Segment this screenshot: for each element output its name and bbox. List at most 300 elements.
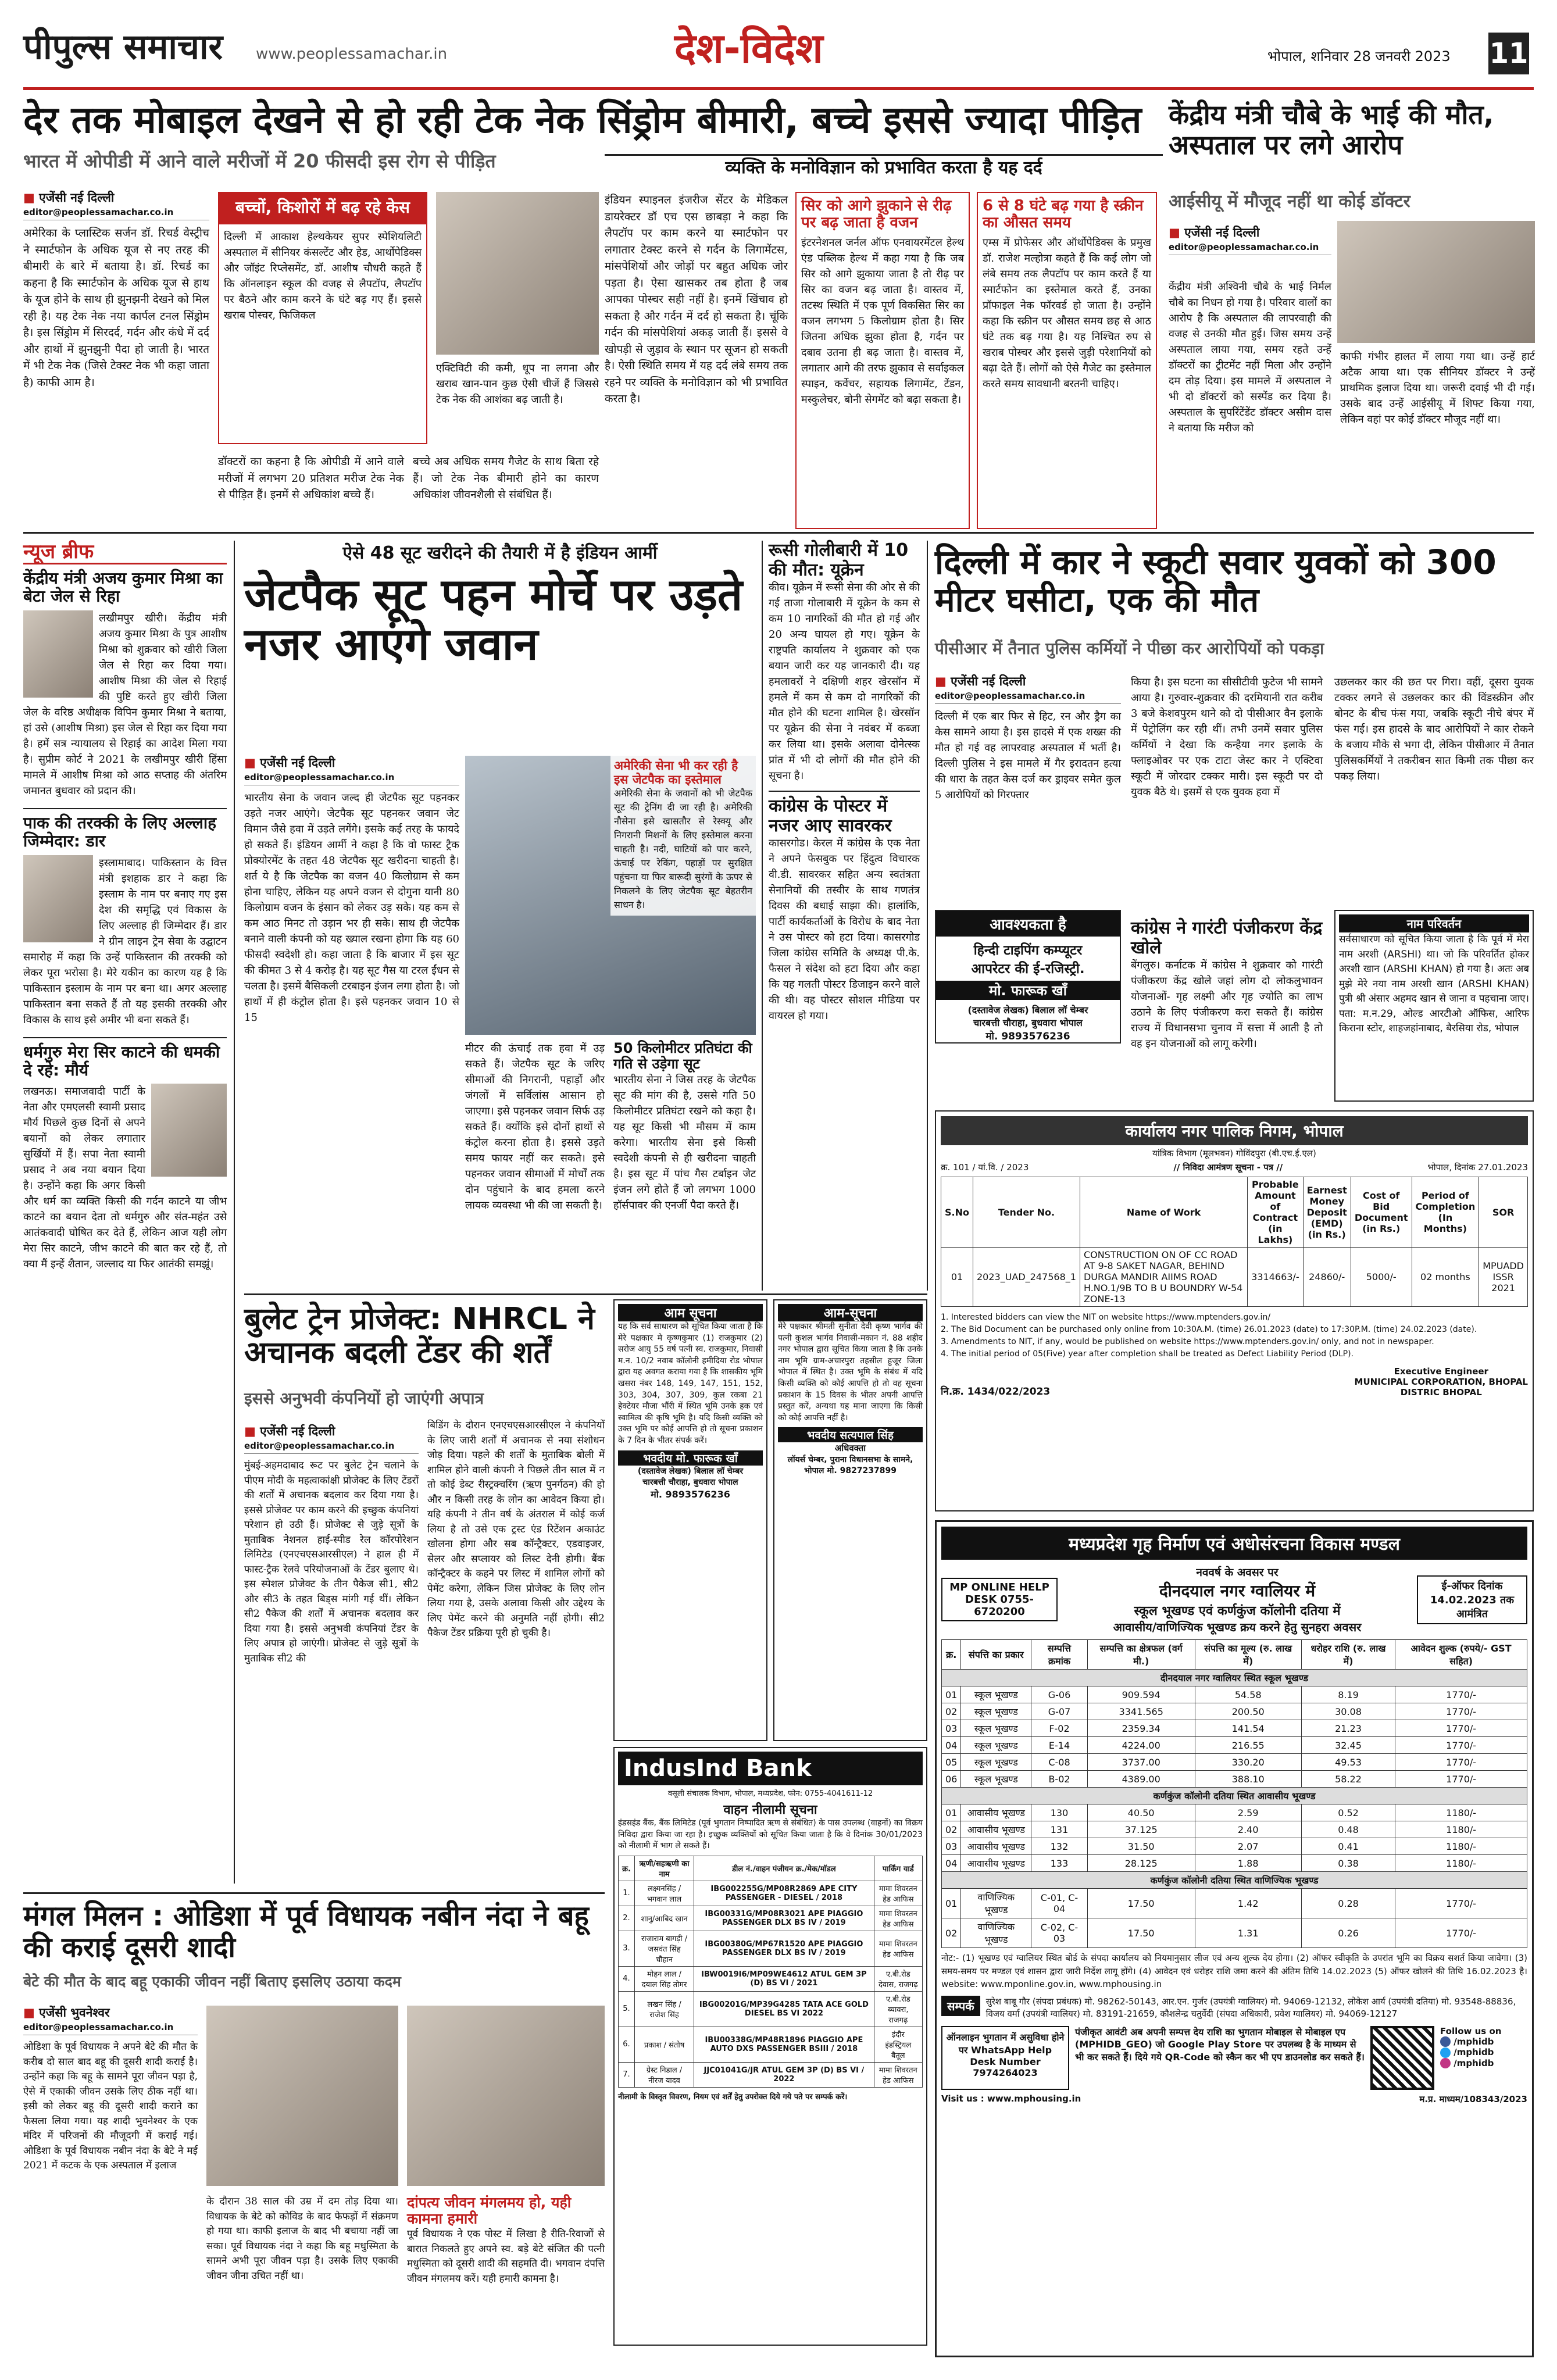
row-rule-3 — [23, 1892, 605, 1894]
tender-cell: 02 months — [1412, 1248, 1479, 1307]
mph-line1: नववर्ष के अवसर पर — [1196, 1566, 1279, 1579]
indusind-cell: लक्ष्मनसिंह / भगवान लाल — [634, 1881, 694, 1906]
mph-cell: आवासीय भूखण्ड — [961, 1838, 1031, 1855]
col-divider-b — [927, 541, 928, 1291]
table-row — [619, 1966, 923, 1991]
mph-visit[interactable]: Visit us : www.mphousing.in — [941, 2093, 1081, 2104]
table-row — [942, 1686, 1527, 1703]
lead-col3b: बच्चे अब अधिक समय गैजेट के साथ बिता रहे हैं। जो टेक नेक बीमारी होने का कारण अधिकांश जीवनशैली से संबंधित हैं। — [413, 455, 599, 501]
indusind-cell: IBG00380G/MP67R1520 APE PIAGGIO PASSENGER DLX BS IV / 2019 — [694, 1931, 874, 1966]
tender-note: 4. The initial period of 05(Five) year after completion shall be treated as Defect Liability Period (DLP). — [941, 1349, 1354, 1359]
table-row — [942, 1889, 1527, 1918]
mph-note: नोट:- (1) भूखण्ड एवं ग्वालियर स्थित बोर्ड के संपदा कार्यालय को नियमानुसार लीज एवं अन्य शुल्क देय होगा। (2) ऑफर स्वीकृति के उपरांत भूमि का विक्रय सशर्त किया जावेगा। (3) समय-समय पर मण्डल एवं शासन द्वारा जारी निर्देश लागू होंगे। (4) आवेदन एवं धरोहर राशि जमा करने की अंतिम तिथि 14.02.2023 (5) ऑफर खोलने की तिथि 16.02.2023 है। website: www.mponline.gov.in, www.mphousing.in — [941, 1953, 1527, 1989]
mph-cell: 04 — [942, 1737, 961, 1754]
mph-cell: 0.41 — [1301, 1838, 1395, 1855]
mph-cell: 01 — [942, 1804, 961, 1821]
table-row — [942, 1720, 1527, 1737]
indusind-th: ऋणी/सहऋणी का नाम — [634, 1856, 694, 1881]
kids-text-2: एक्टिविटी की कमी, धूप ना लगना और खराब खान-पान कुछ ऐसी चीजें हैं जिससे टेक नेक की आशंका बढ़ जाती है। — [436, 362, 599, 406]
indusind-title: वाहन नीलामी सूचना — [723, 1803, 817, 1817]
tender-ref-left: क्र. 101 / यां.वि. / 2023 — [941, 1162, 1029, 1173]
typist-addr2: चारबत्ती चौराहा, बुधवारा भोपाल — [973, 1017, 1083, 1028]
odisha-col2: के दौरान 38 साल की उम्र में दम तोड़ दिया था। विधायक के बेटे को कोविड के बाद फेफड़ों में संक्रमण हो गया था। काफी इलाज के बाद भी बचाया नहीं जा सका। पूर्व विधायक नंदा ने कहा कि बहू मधुस्मिता के सामने अभी पूरा जीवन पड़ा है। उसके लिए एकाकी जीवन जीना उचित नहीं था। — [206, 2196, 398, 2282]
mph-cell: 216.55 — [1195, 1737, 1301, 1754]
indusind-cell: 7. — [619, 2062, 635, 2087]
odisha-byline: एजेंसी भुवनेश्वर — [39, 2006, 110, 2020]
brief-item2-head: पाक की तरक्की के लिए अल्लाह जिम्मेदार: डार — [23, 808, 227, 850]
mph-cell: 2.07 — [1195, 1838, 1301, 1855]
indusind-footer: नीलामी के विस्तृत विवरण, नियम एवं शर्तें हेतु उपरोक्त दिये गये पते पर सम्पर्क करें। — [618, 2092, 848, 2102]
indusind-cell: शानु/आबिद खान — [634, 1906, 694, 1931]
wedding-photo-2 — [407, 2006, 605, 2186]
notice2-title: आम-सूचना — [778, 1304, 923, 1321]
table-row — [942, 1754, 1527, 1771]
indusind-cell: मोहन लाल / दयाल सिंह तोमर — [634, 1966, 694, 1991]
table-row — [942, 1804, 1527, 1821]
odisha-byline-block: ■ एजेंसी भुवनेश्वर editor@peoplessamachar.co.in ओडिशा के पूर्व विधायक ने अपने बेटे की मौत के करीब दो साल बाद बहू की दूसरी शादी कराई है। उन्होंने कहा कि बहू के सामने पूरा जीवन पड़ा है, ऐसे में एकाकी जीवन उसके लिए ठीक नहीं था। इसी को लेकर बहू की दूसरी शादी कराने का फैसला लिया गया। यह शादी भुवनेश्वर के एक मंदिर में परिजनों की मौजूदगी में कराई गई। ओडिशा के पूर्व विधायक नबीन नंदा के बेटे ने मई 2021 में कटक के एक अस्पताल में इलाज — [23, 2000, 198, 2174]
brief-item3-head: धर्मगुरु मेरा सिर काटने की धमकी दे रहे: मौर्य — [23, 1037, 227, 1080]
tender-ref: नि.क्र. 1434/022/2023 — [941, 1386, 1051, 1398]
col-divider-a — [762, 541, 763, 1291]
karnataka-headline: कांग्रेस ने गारंटी पंजीकरण केंद्र खोले — [1131, 918, 1323, 958]
mph-cell: आवासीय भूखण्ड — [961, 1855, 1031, 1872]
indusind-intro: इंडसइंड बैंक, बैंक लिमिटेड (पूर्व भुगतान निष्पादित ऋण से संबंधित) के पास उपलब्ध (वाहनों) का विक्रय निविदा द्वारा किया जा रहा है। इच्छुक व्यक्तियों को सूचित किया जाता है कि वे दिनांक 30/01/2023 को नीलामी में भाग ले सकते हैं। — [618, 1818, 923, 1851]
mph-cell: 2.40 — [1195, 1821, 1301, 1838]
tender-ref-mid: // निविदा आमंत्रण सूचना - पत्र // — [1173, 1162, 1283, 1173]
minister-email[interactable]: editor@peoplessamachar.co.in — [1169, 242, 1331, 255]
mph-cell: F-02 — [1031, 1720, 1088, 1737]
mph-cell: 03 — [942, 1720, 961, 1737]
tender-note: 1. Interested bidders can view the NIT on website https://www.mptenders.gov.in/ — [941, 1313, 1271, 1322]
mph-cell: स्कूल भूखण्ड — [961, 1686, 1031, 1703]
mph-th: क्र. — [942, 1640, 961, 1670]
mph-cell: स्कूल भूखण्ड — [961, 1754, 1031, 1771]
indusind-cell: लखन सिंह / राजेश सिंह — [634, 1991, 694, 2027]
speed-text: भारतीय सेना ने जिस तरह के जेटपैक सूट की मांग की है, उससे गति 50 किलोमीटर प्रतिघंटा रखने को कहा है। यह सूट किसी भी मौसम में काम करेगा। भारतीय सेना इसे किसी स्वदेशी कंपनी से ही खरीदना चाहती है। इस सूट में पांच गैस टर्बाइन जेट इंजन लगे होते हैं जो लगभग 1000 हॉर्सपावर की एनर्जी पैदा करते हैं। — [613, 1073, 756, 1212]
tender-table — [941, 1177, 1528, 1307]
brief-item1-head: केंद्रीय मंत्री अजय कुमार मिश्रा का बेटा जेल से रिहा — [23, 569, 223, 606]
lead-col2b: डॉक्टरों का कहना है कि ओपीडी में आने वाले मरीजों में लगभग 20 प्रतिशत मरीज टेक नेक से पीड़ित हैं। इनमें से अधिकांश बच्चे हैं। — [218, 455, 404, 501]
mph-cell: 3737.00 — [1087, 1754, 1195, 1771]
typist-line2: आपरेटर की ई-रजिस्ट्री. — [971, 962, 1085, 977]
delhi-subhead: पीसीआर में तैनात पुलिस कर्मियों ने पीछा कर आरोपियों को पकड़ा — [935, 639, 1324, 658]
us-army-box — [610, 756, 756, 916]
delhi-byline: एजेंसी नई दिल्ली — [951, 674, 1026, 688]
mph-cell: स्कूल भूखण्ड — [961, 1771, 1031, 1788]
tender-cell: 3314663/- — [1248, 1248, 1303, 1307]
mph-cell: 3341.565 — [1087, 1703, 1195, 1720]
mph-cell: G-07 — [1031, 1703, 1088, 1720]
mph-cell: 49.53 — [1301, 1754, 1395, 1771]
mph-section-head: कर्णकुंज कॉलोनी दतिया स्थित आवासीय भूखण्ड — [942, 1788, 1527, 1804]
indusind-auction — [613, 1747, 927, 2346]
mph-cell: 03 — [942, 1838, 961, 1855]
mph-cell: 1770/- — [1395, 1703, 1527, 1720]
brief-item1-text: लखीमपुर खीरी। केंद्रीय मंत्री अजय कुमार मिश्रा के पुत्र आशीष मिश्रा को शुक्रवार को खीरी जिला जेल से रिहा कर दिया गया। आशीष मिश्रा की जेल से रिहाई की पुष्टि करते हुए खीरी जिला जेल के वरिष्ठ अधीक्षक विपिन कुमार मिश्रा ने बताया, हां उसे (आशीष मिश्रा) इस जेल से रिहा कर दिया गया है। हमें सत्र न्यायालय से रिहाई का आदेश मिला गया है। सुप्रीम कोर्ट ने 2021 के लखीमपुर खीरी हिंसा मामले में आशीष मिश्रा को आठ सप्ताह की अंतरिम जमानत बुधवार को प्रदान की। — [23, 612, 227, 797]
hours-head: 6 से 8 घंटे बढ़ गया है स्क्रीन का औसत समय — [983, 197, 1144, 232]
bullet-col1: मुंबई-अहमदाबाद रूट पर बुलेट ट्रेन चलाने के पीएम मोदी के महत्वाकांक्षी प्रोजेक्ट के लिए टेंडरों की शर्तों में अचानक बदलाव कर दिया गया है। इससे प्रोजेक्ट पर काम करने की इच्छुक कंपनियां परेशान हो उठी हैं। प्रोजेक्ट से जुड़े सूत्रों के मुताबिक नेशनल हाई-स्पीड रेल कॉरपोरेशन लिमिटेड (एनएचएसआरसीएल) ने हाल ही में फास्ट-ट्रैक रेलवे परियोजनाओं के टेंडर बुलाए थे। इस स्पेशल प्रोजेक्ट के तीन पैकेज सी1, सी2 और सी3 के तहत बिड्स मांगी गई थीं। लेकिन सी2 पैकेज की शर्तों में अचानक बदलाव कर दिया गया है। इससे अनुभवी कंपनियां टेंडर के लिए अपात्र हो जाएंगी। प्रोजेक्ट से जुड़े सूत्रों के मुताबिक सी2 की — [244, 1460, 419, 1664]
delhi-email[interactable]: editor@peoplessamachar.co.in — [935, 691, 1121, 704]
mph-cell: 1770/- — [1395, 1918, 1527, 1948]
tender-sign-role: Executive Engineer — [1394, 1366, 1488, 1377]
table-row — [942, 1737, 1527, 1754]
notice1-addr1: (दस्तावेज लेखक) बिलाल लॉ चेम्बर — [637, 1466, 744, 1476]
mph-eoffer: ई-ऑफर दिनांक 14.02.2023 तक आमंत्रित — [1417, 1575, 1527, 1624]
mph-line3: स्कूल भूखण्ड एवं कर्णकुंज कॉलोनी दतिया में — [1134, 1604, 1341, 1618]
masthead — [0, 0, 1557, 99]
army-byline-block: ■ एजेंसी नई दिल्ली editor@peoplessamachar.co.in भारतीय सेना के जवान जल्द ही जेटपैक सूट पहनकर उड़ते नजर आएंगे। जेटपैक सूट पहनकर जवान जेट विमान जैसे हवा में उड़ते लगेंगे। इसके कई तरह के फायदे हो सकते हैं। इंडियन आर्मी ने कहा है कि वो फास्ट ट्रैक प्रोक्योरमेंट के तहत 48 जेटपैक सूट खरीदना चाहती है। शर्त ये है कि जेटपैक का वजन 40 किलोग्राम से कम होना चाहिए, लेकिन यह अपने वजन से दोगुना यानी 80 किलोग्राम वजन के इंसान को लेकर उड़ सके। यह कम से कम आठ मिनट तो उड़ान भर ही सके। साथ ही जेटपैक बनाने वाली कंपनी को यह ख्याल रखना होगा कि यह 60 फीसदी स्वदेशी हो। कहा जाता है कि बाजार में इस सूट की कीमत 3 से 4 करोड़ है। यह सूट गैस या टरल ईंधन से चलता है। इसमें बैसिकली टरबाइन इंजन लगा होता है। जो हाथों में ही कंट्रोल होता है। इसे पहनकर जवान 10 से 15 — [244, 750, 459, 1025]
indusind-cell: IBW0019I6/MP09WE4612 ATUL GEM 3P (D) BS VI / 2021 — [694, 1966, 874, 1991]
kids-box-head: बच्चों, किशोरों में बढ़ रहे केस — [218, 192, 427, 223]
mph-th: सम्पत्ति क्रमांक — [1031, 1640, 1088, 1670]
mph-cell: 1770/- — [1395, 1686, 1527, 1703]
mph-title: मध्यप्रदेश गृह निर्माण एवं अधोसंरचना विकास मण्डल — [941, 1527, 1527, 1560]
mph-cell: 200.50 — [1195, 1703, 1301, 1720]
facebook-icon — [1440, 2036, 1451, 2047]
facebook-handle: /mphidb — [1454, 2036, 1494, 2047]
tender-th: Name of Work — [1080, 1177, 1247, 1248]
mph-th: सम्पत्ति का क्षेत्रफल (वर्ग मी.) — [1087, 1640, 1195, 1670]
indusind-cell: 1. — [619, 1881, 635, 1906]
hours-text: एम्स में प्रोफेसर और ऑर्थोपेडिक्स के प्रमुख डॉ. राजेश मल्होत्रा कहते हैं कि कई लोग जो लंबे समय तक लैपटॉप पर काम करते हैं या स्मार्टफोन का इस्तेमाल करते हैं, उनका प्रॉफाइल नेक फॉरवर्ड हो जाता है। उन्होंने कहा कि स्क्रीन पर औसत समय छह से आठ घंटे तक बढ़ गया है। यह निश्चित रुप से खराब पोस्चर और इससे जुड़ी परेशानियों को बढ़ा देते हैं। लोगों को ऐसे गैजेट का इस्तेमाल करते समय सावधानी बरतनी चाहिए। — [983, 237, 1151, 391]
indusind-cell: JJC01041G/JR ATUL GEM 3P (D) BS VI / 2022 — [694, 2062, 874, 2087]
tender-th: Cost of Bid Document (in Rs.) — [1351, 1177, 1412, 1248]
tender-cell: CONSTRUCTION ON OF CC ROAD AT 9-8 SAKET NAGAR, BEHIND DURGA MANDIR AIIMS ROAD H.NO.1/9B TO B U BOUNDRY W-54 ZONE-13 — [1080, 1248, 1247, 1307]
notice1-advocate: भवदीय मो. फारूक खाँ — [618, 1450, 763, 1466]
indusind-th: क्र. — [619, 1856, 635, 1881]
typist-name: मो. फारूक खाँ — [936, 981, 1120, 1000]
mph-cell: 40.50 — [1087, 1804, 1195, 1821]
table-row — [941, 1248, 1528, 1307]
odisha-box — [407, 2195, 605, 2286]
notice2-title2: अधिवक्ता — [834, 1443, 866, 1454]
indusind-cell: 2. — [619, 1906, 635, 1931]
tender-cell: 5000/- — [1351, 1248, 1412, 1307]
mph-cell: 04 — [942, 1855, 961, 1872]
news-brief — [23, 541, 227, 1884]
indusind-logo: IndusInd Bank — [624, 1755, 812, 1782]
army-kicker: ऐसे 48 सूट खरीदने की तैयारी में है इंडियन आर्मी — [342, 543, 658, 563]
army-headline: जेटपैक सूट पहन मोर्चे पर उड़ते नजर आएंगे जवान — [244, 569, 743, 670]
delhi-headline: दिल्ली में कार ने स्कूटी सवार युवकों को 300 मीटर घसीटा, एक की मौत — [935, 542, 1497, 620]
lead-email[interactable]: editor@peoplessamachar.co.in — [23, 207, 209, 220]
row-rule-1 — [23, 532, 1534, 534]
mph-cell: 01 — [942, 1889, 961, 1918]
mph-cell: 1180/- — [1395, 1804, 1527, 1821]
minister-subhead: आईसीयू में मौजूद नहीं था कोई डॉक्टर — [1169, 191, 1410, 212]
twitter-link[interactable] — [1440, 2047, 1527, 2058]
table-row — [619, 2027, 923, 2062]
odisha-box-text: पूर्व विधायक ने एक पोस्ट में लिखा है रीति-रिवाजों से बारात निकलते हुए अपने स्व. बड़े बेटे संजित की पत्नी मधुस्मिता को दूसरी शादी की सहमति दी। भगवान दंपत्ति जीवन मंगलमय करें। यही हमारी कामना है। — [407, 2228, 605, 2285]
mph-th: धरोहर राशि (रु. लाख में) — [1301, 1640, 1395, 1670]
tender-th: Period of Completion (In Months) — [1412, 1177, 1479, 1248]
lead-byline-block: ■ एजेंसी नई दिल्ली editor@peoplessamachar.co.in अमेरिका के प्लास्टिक सर्जन डॉ. रिचर्ड वेस्ट्रीच ने स्मार्टफोन के अधिक यूज से नए तरह की बीमारी के बारे में बताया है। डॉ. रिचर्ड का कहना है कि स्मार्टफोन के अधिक यूज से हाथ के यूज होने के साथ ही झुनझनी देखने को मिल रही है। यह टेक नेक नया कार्पल टनल सिंड्रोम है। इस सिंड्रोम में सिरदर्द, गर्दन और कंधे में दर्द और हाथों में झुनझुनी पैदा हो जाती है। भारत में भी टेक नेक (जिसे टेक्स्ट नेक भी कहा जाता है) काफी आम है। — [23, 185, 209, 391]
notice2-addr: लॉयर्स चेम्बर, पुराना विधानसभा के सामने, भोपाल मो. 9827237899 — [787, 1455, 913, 1476]
table-row — [942, 1703, 1527, 1720]
spine-head: सिर को आगे झुकाने से रीढ़ पर बढ़ जाता है वजन — [801, 197, 952, 232]
congress-text: कासरगोड। केरल में कांग्रेस के एक नेता ने अपने फेसबुक पर हिंदुत्व विचारक वी.डी. सावरकर सहित अन्य स्वतंत्रता सेनानियों की तस्वीर के साथ गणतंत्र दिवस की बधाई साझा की। हालांकि, पार्टी कार्यकर्ताओं के विरोध के बाद नेता ने उस पोस्टर को हटा दिया। कासरगोड जिला कांग्रेस समिति के अध्यक्ष पी.के. फैसल ने संदेश को हटा दिया और कहा कि यह गलती पोस्टर डिजाइन करने वाले की थी। वह पोस्टर सोशल मीडिया पर वायरल हो गया। — [769, 837, 920, 1023]
typist-ad[interactable] — [935, 910, 1121, 1044]
mph-cell: 0.48 — [1301, 1821, 1395, 1838]
qr-code[interactable] — [1370, 2026, 1434, 2090]
army-col2: मीटर की ऊंचाई तक हवा में उड़ सकते हैं। जेटपैक सूट के जरिए सीमाओं की निगरानी, पहाड़ों और जंगलों में सर्विलांस आसान हो जाएगा। इसे पहनकर जवान सिर्फ उड़ सकते हैं। क्योंकि इसे दोनों हाथों से कंट्रोल करना होता है। इससे उड़ते समय फायर नहीं कर सकते। इसे पहनकर जवान सीमाओं में मोर्चों तक दोन पहुंचाने के बाद हमला करने लायक व्यवस्था भी की जा सकती है। — [465, 1042, 605, 1212]
mph-contact: सुरेश बाबू गौर (संपदा प्रबंधक) मो. 98262-50143, आर.एन. गुर्जर (उपयंत्री ग्वालियर) मो. 94069-12132, लोकेश आर्य (उपयंत्री दतिया) मो. 93548-88836, विजय वर्मा (उपयंत्री ग्वालियर) मो. 83191-21659, कौशलेन्द्र चतुर्वेदी (संपदा अधिकारी, प्रवेश ग्वालियर) मो. 94069-12127 — [985, 1996, 1516, 2019]
speed-head: 50 किलोमीटर प्रतिघंटा की गति से उड़ेगा सूट — [613, 1040, 752, 1072]
mp-housing-ad — [935, 1520, 1534, 2357]
indusind-cell: IBG00331G/MP08R3021 APE PIAGGIO PASSENGER DLX BS IV / 2019 — [694, 1906, 874, 1931]
notice2-text: मेरे पक्षकार श्रीमती सुनीता देवी कृष्ण भार्गव की पत्नी कुशल भार्गव निवासी-मकान नं. 88 शहीद नगर भोपाल द्वारा सूचित किया जाता है कि उनके नाम भूमि ग्राम-अचारपुरा तहसील हुजूर जिला भोपाल में स्थित है। उक्त भूमि के संबंध में यदि किसी व्यक्ति को कोई आपत्ति हो तो वह सूचना प्रकाशन के 15 दिवस के भीतर अपनी आपत्ति प्रस्तुत करें, अन्यथा यह माना जाएगा कि किसी को कोई आपत्ति नहीं है। — [778, 1322, 923, 1423]
indusind-cell: मामा शिवरतन हेड आफिस — [874, 1931, 922, 1966]
us-army-text: अमेरिकी सेना के जवानों को भी जेटपैक सूट की ट्रेनिंग दी जा रही है। अमेरिकी नौसेना इसे खासतौर से रेस्क्यू और निगरानी मिशनों के लिए इस्तेमाल करना चाहती है। नदी, घाटियों को पार करने, ऊंचाई पर रेकिंग, पहाड़ों पर सुरक्षित पहुंचना या फिर बारूदी सुरंगों के ऊपर से निकलने के लिए जेटपैक सूट बेहतरीन साधन है। — [614, 788, 752, 911]
mph-cell: B-02 — [1031, 1771, 1088, 1788]
table-row — [942, 1918, 1527, 1948]
mph-cell: 133 — [1031, 1855, 1088, 1872]
typist-line1: हिन्दी टाइपिंग कम्प्यूटर — [973, 943, 1083, 958]
minister-byline: एजेंसी नई दिल्ली — [1184, 226, 1260, 240]
tender-cell: 01 — [941, 1248, 973, 1307]
bullet-byline-block: ■ एजेंसी नई दिल्ली editor@peoplessamachar.co.in मुंबई-अहमदाबाद रूट पर बुलेट ट्रेन चलाने के पीएम मोदी के महत्वाकांक्षी प्रोजेक्ट के लिए टेंडरों की शर्तों में अचानक बदलाव कर दिया गया है। इससे प्रोजेक्ट पर काम करने की इच्छुक कंपनियां परेशान हो उठी हैं। प्रोजेक्ट से जुड़े सूत्रों के मुताबिक नेशनल हाई-स्पीड रेल कॉरपोरेशन लिमिटेड (एनएचएसआरसीएल) ने हाल ही में फास्ट-ट्रैक रेलवे परियोजनाओं के टेंडर बुलाए थे। इस स्पेशल प्रोजेक्ट के तीन पैकेज सी1, सी2 और सी3 के तहत बिड्स मांगी गई थीं। लेकिन सी2 पैकेज की शर्तों में अचानक बदलाव कर दिया गया है। इससे अनुभवी कंपनियां टेंडर के लिए अपात्र हो जाएंगी। प्रोजेक्ट से जुड़े सूत्रों के मुताबिक सी2 की — [244, 1418, 419, 1666]
mph-cell: 1180/- — [1395, 1838, 1527, 1855]
speed-box — [613, 1041, 756, 1213]
mph-cell: 1.42 — [1195, 1889, 1301, 1918]
tender-cell: MPUADD ISSR 2021 — [1479, 1248, 1528, 1307]
instagram-handle: /mphidb — [1454, 2057, 1494, 2068]
site-url[interactable]: www.peoplessamachar.in — [256, 45, 448, 63]
tender-subtitle: यांत्रिक विभाग (मूलभवन) गोविंदपुरा (बी.एच.ई.एल) — [1152, 1148, 1316, 1159]
table-row — [619, 2062, 923, 2087]
kids-box — [218, 223, 427, 444]
mph-th: संपत्ति का मूल्य (रु. लाख में) — [1195, 1640, 1301, 1670]
notice1-title: आम सूचना — [618, 1304, 763, 1321]
karnataka-story — [1131, 919, 1323, 1052]
indusind-cell: ए.बी.रोड देवास, राजगढ़ — [874, 1966, 922, 1991]
table-row — [619, 1906, 923, 1931]
typist-addr1: (दस्तावेज लेखक) बिलाल लॉ चेम्बर — [967, 1005, 1088, 1016]
mph-th: संपत्ति का प्रकार — [961, 1640, 1031, 1670]
mph-cell: 0.26 — [1301, 1918, 1395, 1948]
row-rule-2 — [244, 1293, 927, 1295]
table-row — [942, 1821, 1527, 1838]
mph-cell: C-02, C-03 — [1031, 1918, 1088, 1948]
page-number: 11 — [1488, 33, 1529, 74]
mph-th: आवेदन शुल्क (रुपये/- GST सहित) — [1395, 1640, 1527, 1670]
table-row — [942, 1855, 1527, 1872]
indusind-office: वसूली संचालक विभाग, भोपाल, मध्यप्रदेश, फोन: 0755-4041611-12 — [667, 1789, 873, 1798]
mph-cell: 0.28 — [1301, 1889, 1395, 1918]
notice1-phone: मो. 9893576236 — [651, 1488, 730, 1500]
indusind-th: पार्किंग यार्ड — [874, 1856, 922, 1881]
indusind-cell: इंदौर इंडस्ट्रियल बैतूल — [874, 2027, 922, 2062]
mph-section-head: दीनदयाल नगर ग्वालियर स्थित स्कूल भूखण्ड — [942, 1670, 1527, 1686]
mph-cell: 02 — [942, 1821, 961, 1838]
tender-note: 2. The Bid Document can be purchased only online from 10:30A.M. (time) 26.01.2023 (date) to 17:30P.M. (time) 24.02.2023 (date). — [941, 1325, 1477, 1334]
mph-cell: 17.50 — [1087, 1918, 1195, 1948]
public-notice-1 — [613, 1299, 767, 1741]
choubey-photo — [1337, 221, 1535, 343]
indusind-cell: मामा शिवरतन हेड आफिस — [874, 1906, 922, 1931]
mph-ref: म.प्र. माध्यम/108343/2023 — [1419, 2093, 1527, 2104]
spine-text: इंटरनेशनल जर्नल ऑफ एनवायरमेंटल हेल्थ एंड पब्लिक हेल्थ में कहा गया है कि जब सिर को आगे झुकाया जाता है तो रीढ़ पर सिर का वजन बढ़ जाता है। वास्तव में, तटस्थ स्थिति में एक पूर्ण विकसित सिर का वजन लगभग 5 किलोग्राम होता है। सिर जितना अधिक झुका होता है, गर्दन पर दबाव उतना ही बढ़ जाता है। वास्तव में, लगातार आगे की तरफ झुकाव से सर्वाइकल स्पाइन, कर्वेचर, सहायक लिगामेंट, टेंडन, मस्कुलेचर, बोनी सेगमेंट को बढ़ा सकता है। — [801, 237, 964, 406]
brief-label: न्यूज ब्रीफ — [23, 541, 227, 564]
lead-col1: अमेरिका के प्लास्टिक सर्जन डॉ. रिचर्ड वेस्ट्रीच ने स्मार्टफोन के अधिक यूज से नए तरह की बीमारी के बारे में बताया है। डॉ. रिचर्ड का कहना है कि स्मार्टफोन के अधिक यूज से हाथ के यूज होने के साथ ही झुनझनी देखने को मिल रही है। यह टेक नेक नया कार्पल टनल सिंड्रोम है। इस सिंड्रोम में सिरदर्द, गर्दन और कंधे में दर्द और हाथों में झुनझुनी पैदा हो जाती है। भारत में भी टेक नेक (जिसे टेक्स्ट नेक भी कहा जाता है) काफी आम है। — [23, 227, 209, 389]
neck-pain-photo — [436, 192, 599, 355]
mph-cell: 1770/- — [1395, 1889, 1527, 1918]
mph-cell: 8.19 — [1301, 1686, 1395, 1703]
indusind-cell: मामा शिवरतन हेड आफिस — [874, 1881, 922, 1906]
tender-sign-org: MUNICIPAL CORPORATION, BHOPAL — [1354, 1377, 1528, 1387]
mph-cell: 0.38 — [1301, 1855, 1395, 1872]
mph-cell: 1770/- — [1395, 1720, 1527, 1737]
tender-th: SOR — [1479, 1177, 1528, 1248]
mph-cell: 1.31 — [1195, 1918, 1301, 1948]
indusind-cell: 5. — [619, 1991, 635, 2027]
mph-cell: 131 — [1031, 1821, 1088, 1838]
mph-cell: वाणिज्यिक भूखण्ड — [961, 1918, 1031, 1948]
paper-logo: पीपुल्स समाचार — [23, 27, 223, 67]
mph-cell: 1770/- — [1395, 1737, 1527, 1754]
mph-cell: 37.125 — [1087, 1821, 1195, 1838]
notice1-addr2: चारबत्ती चौराहा, बुधवारा भोपाल — [642, 1477, 738, 1487]
mph-cell: E-14 — [1031, 1737, 1088, 1754]
minister-col2: काफी गंभीर हालत में लाया गया था। उन्हें हार्ट अटैक आया था। एक सीनियर डॉक्टर ने उन्हें प्राथमिक इलाज दिया था। जरूरी दवाई भी दी गई। उसके बाद उन्हें आईसीयू में शिफ्ट किया गया, लेकिन वहां पर कोई डॉक्टर मौजूद नहीं था। — [1340, 351, 1535, 426]
minister-headline: केंद्रीय मंत्री चौबे के भाई की मौत, अस्पताल पर लगे आरोप — [1169, 99, 1494, 160]
mph-cell: G-06 — [1031, 1686, 1088, 1703]
mph-qr-text: पंजीकृत आवंटी अब अपनी सम्पत्त देय राशि का भुगतान मोबाइल से मोबाइल एप (MPHIDB_GEO) जो Google Play Store पर उपलब्ध है के माध्यम से भी कर सकते हैं। दिये गये QR-Code को स्कैन कर भी एप डाउनलोड कर सकते हैं। — [1075, 2026, 1365, 2063]
indusind-cell: ए.बी.रोड ब्यावरा, राजगढ़ — [874, 1991, 922, 2027]
tender-th: Probable Amount of Contract (in Lakhs) — [1248, 1177, 1303, 1248]
bullet-subhead: इससे अनुभवी कंपनियों हो जाएंगी अपात्र — [244, 1389, 484, 1408]
mph-follow: Follow us on — [1440, 2025, 1502, 2036]
tender-cell: 24860/- — [1303, 1248, 1351, 1307]
mph-cell: 21.23 — [1301, 1720, 1395, 1737]
delhi-col1: दिल्ली में एक बार फिर से हिट, रन और ड्रैग का केस सामने आया है। इस हादसे में एक शख्स की मौत हो गई वह लापरवाह अस्पताल में भर्ती है। दिल्ली पुलिस ने इस मामले में गैर इरादतन हत्या की धारा के तहत केस दर्ज कर ड्राइवर समेत कुल 5 आरोपियों को गिरफ्तार — [935, 710, 1121, 801]
mph-cell: स्कूल भूखण्ड — [961, 1703, 1031, 1720]
indusind-cell: ग्रेस्ट निडाल / नीरज यादव — [634, 2062, 694, 2087]
bullet-byline: एजेंसी नई दिल्ली — [260, 1424, 335, 1438]
tender-sign-dist: DISTRIC BHOPAL — [1400, 1387, 1482, 1398]
indusind-cell: IBU00338G/MP48R1896 PIAGGIO APE AUTO DXS PASSENGER BSIII / 2018 — [694, 2027, 874, 2062]
indusind-cell: 3. — [619, 1931, 635, 1966]
name-change-text: सर्वसाधारण को सूचित किया जाता है कि पूर्व में मेरा नाम अरशी (ARSHI) था। जो कि परिवर्तित होकर अरशी खान (ARSHI KHAN) हो गया है। अतः अब मुझे मेरे नया नाम अरशी खान (ARSHI KHAN) पुत्री श्री अंसार अहमद खान से जाना व पहचाना जाए। पता: म.न.29, ओल्ड आरटीओ ऑफिस, आरिफ किराना स्टोर, शाहजहांनाबाद, बैरसिया रोड, भोपाल — [1339, 934, 1529, 1034]
indusind-cell: मामा शिवरतन हेड आफिस — [874, 2062, 922, 2087]
twitter-icon — [1440, 2047, 1451, 2058]
delhi-col3: उछलकर कार की छत पर गिरा। वहीं, दूसरा युवक टक्कर लगने से उछलकर कार की विंडस्क्रीन और बोनट के बीच फंस गया, जबकि स्कूटी नीचे बंपर में फंस गई। इस हादसे के बाद आरोपियों ने कार रोकने के बजाय मौके से भगा दी, लेकिन पीसीआर में तैनात पुलिसकर्मियों ने तकरीबन सात किमी तक पीछा कर पकड़ लिया। — [1334, 676, 1534, 782]
mind-head: व्यक्ति के मनोविज्ञान को प्रभावित करता है यह दर्द — [605, 154, 1163, 178]
mph-cell: 2359.34 — [1087, 1720, 1195, 1737]
mph-line2: दीनदयाल नगर ग्वालियर में — [1159, 1581, 1316, 1600]
spine-box — [795, 192, 970, 529]
minister-byline-block: ■ एजेंसी नई दिल्ली editor@peoplessamachar.co.in — [1169, 220, 1331, 260]
mph-cell: स्कूल भूखण्ड — [961, 1720, 1031, 1737]
mph-cell: 130 — [1031, 1804, 1088, 1821]
lead-byline: एजेंसी नई दिल्ली — [39, 191, 115, 205]
mph-cell: 17.50 — [1087, 1889, 1195, 1918]
odisha-col1: ओडिशा के पूर्व विधायक ने अपने बेटे की मौत के करीब दो साल बाद बहू की दूसरी शादी कराई है। उन्होंने कहा कि बहू के सामने पूरा जीवन पड़ा है, ऐसे में एकाकी जीवन उसके लिए ठीक नहीं था। इसी को लेकर बहू की दूसरी शादी कराने का फैसला लिया गया। यह शादी भुवनेश्वर के एक मंदिर में परिजनों की मौजूदगी में कराई गई। ओडिशा के पूर्व विधायक नबीन नंदा के बेटे ने मई 2021 में कटक के एक अस्पताल में इलाज — [23, 2041, 198, 2171]
mph-cell: 02 — [942, 1918, 961, 1948]
instagram-link[interactable] — [1440, 2058, 1527, 2069]
karnataka-text: बेंगलुरु। कर्नाटक में कांग्रेस ने शुक्रवार को गारंटी पंजीकरण केंद्र खोले जहां लोग दो लोकलुभावन योजनाओं- गृह लक्ष्मी और गृह ज्योति का लाभ उठाने के लिए पंजीकरण करा सकते हैं। कांग्रेस राज्य में विधानसभा चुनाव में सत्ता में आती है तो वह इन योजनाओं को लागू करेगी। — [1131, 959, 1323, 1050]
mph-cell: वाणिज्यिक भूखण्ड — [961, 1889, 1031, 1918]
mph-cell: स्कूल भूखण्ड — [961, 1737, 1031, 1754]
mph-section-head: कर्णकुंज कॉलोनी दतिया स्थित वाणिज्यिक भूखण्ड — [942, 1872, 1527, 1889]
facebook-link[interactable] — [1440, 2036, 1527, 2047]
mph-table — [941, 1639, 1527, 1948]
tender-title: कार्यालय नगर पालिक निगम, भोपाल — [941, 1116, 1528, 1145]
indusind-cell: राजाराम बागड़ी / जसवंत सिंह चौहान — [634, 1931, 694, 1966]
army-email[interactable]: editor@peoplessamachar.co.in — [244, 772, 459, 785]
typist-title: आवश्यकता है — [936, 911, 1120, 937]
mph-cell: 05 — [942, 1754, 961, 1771]
swami-prasad-photo — [151, 1084, 227, 1177]
bullet-email[interactable]: editor@peoplessamachar.co.in — [244, 1441, 419, 1454]
tender-notice — [935, 1110, 1534, 1511]
public-notice-2 — [773, 1299, 927, 1741]
brief-divider — [234, 541, 235, 1884]
us-army-head: अमेरिकी सेना भी कर रही है इस जेटपैक का इस्तेमाल — [614, 759, 738, 787]
table-row — [942, 1771, 1527, 1788]
odisha-box-head: दांपत्य जीवन मंगलमय हो, यही कामना हमारी — [407, 2194, 572, 2227]
mph-cell: 4224.00 — [1087, 1737, 1195, 1754]
tender-ref-right: भोपाल, दिनांक 27.01.2023 — [1427, 1162, 1528, 1173]
kids-text: दिल्ली में आकाश हेल्थकेयर सुपर स्पेशियलिटी अस्पताल में सीनियर कंसल्टेंट और हेड, आर्थोपेडिक्स और जॉइंट रिप्लेसमेंट, डॉ. आशीष चौधरी कहते हैं कि ऑनलाइन स्कूल की वजह से लैपटॉप, लैपटॉप पर बैठने और काम करने के घंटे बढ़ गए हैं। इससे खराब पोस्चर, फिजिकल — [224, 231, 422, 321]
mph-cell: 4389.00 — [1087, 1771, 1195, 1788]
section-title: देश-विदेश — [674, 24, 823, 72]
mph-cell: 1770/- — [1395, 1771, 1527, 1788]
mph-cell: 32.45 — [1301, 1737, 1395, 1754]
mph-cell: 330.20 — [1195, 1754, 1301, 1771]
indusind-cell: प्रकाश / संतोष — [634, 2027, 694, 2062]
odisha-email[interactable]: editor@peoplessamachar.co.in — [23, 2022, 198, 2035]
twitter-handle: /mphidb — [1454, 2047, 1494, 2057]
table-row — [942, 1838, 1527, 1855]
mph-cell: 388.10 — [1195, 1771, 1301, 1788]
name-change-title: नाम परिवर्तन — [1339, 914, 1529, 932]
mph-cell: 30.08 — [1301, 1703, 1395, 1720]
russia-text: कीव। यूक्रेन में रूसी सेना की ओर से की गई ताजा गोलाबारी में यूक्रेन के कम से कम 10 नागरिकों की मौत हो गई और 20 अन्य घायल हो गए। यूक्रेन के राष्ट्रपति कार्यालय ने शुक्रवार को एक बयान जारी कर यह जानकारी दी। यह हमलावरों ने दक्षिणी शहर खेरसॉन में हमले में कम से कम दो नागरिकों की मौत होने की घटना शामिल है। खेरसॉन पर यूक्रेन की सेना ने नवंबर में कब्जा कर लिया था। इसके अलावा दोनेत्स्क प्रांत में भी दो लोगों की मौत होने की सूचना है। — [769, 581, 920, 782]
masthead-rule — [23, 87, 1534, 90]
mph-cell: 02 — [942, 1703, 961, 1720]
mph-cell: 1770/- — [1395, 1754, 1527, 1771]
lead-headline: देर तक मोबाइल देखने से हो रही टेक नेक सिंड्रोम बीमारी, बच्चे इससे ज्यादा पीड़ित — [23, 99, 1142, 142]
tender-note: 3. Amendments to NIT, if any, would be published on website https://www.mptenders.gov.in/ only, and not in newspaper. — [941, 1337, 1434, 1346]
mind-text: इंडियन स्पाइनल इंजरीज सेंटर के मेडिकल डायरेक्टर डॉ एच एस छाबड़ा ने कहा कि लैपटॉप पर काम करने या स्मार्टफोन पर लगातार टेक्स्ट करने से गर्दन के लिगामेंटस, मांसपेशियों और जोड़ों पर बहुत अधिक जोर पड़ता है। ऐसा खासकर तब होता है जब आपका पोस्चर सही नहीं है। इनमें खिंचाव हो सकता है और गर्दन में दर्द हो सकता है। चूंकि गर्दन की मांसपेशियां अकड़ जाती हैं। इससे वे खोपड़ी से जुड़ाव के स्थान पर सूजन हो सकती है। ऐसी स्थिति समय में यह दर्द लंबे समय तक रहने पर व्यक्ति के मनोविज्ञान को भी प्रभावित करता है। — [605, 194, 788, 405]
lead-subhead: भारत में ओपीडी में आने वाले मरीजों में 20 फीसदी इस रोग से पीड़ित — [23, 150, 496, 172]
indusind-cell: 4. — [619, 1966, 635, 1991]
mph-cell: 0.52 — [1301, 1804, 1395, 1821]
minister-col1: केंद्रीय मंत्री अश्विनी चौबे के भाई निर्मल चौबे का निधन हो गया है। परिवार वालों का आरोप है कि अस्पताल की लापरवाही की वजह से उनकी मौत हुई। जिस समय उन्हें अस्पताल लाया गया, समय रहते उन्हें डॉक्टरों का ट्रीटमेंट नहीं मिला और उन्होंने दम तोड़ दिया। इस मामले में अस्पताल ने भी दो डॉक्टरों को सस्पेंड कर दिया है। अस्पताल के सुपरिंटेंडेंट डॉक्टर असीम दास ने बताया कि मरीज को — [1169, 281, 1331, 434]
mph-cell: 01 — [942, 1686, 961, 1703]
odisha-subhead: बेटे की मौत के बाद बहू एकाकी जीवन नहीं बिताए इसलिए उठाया कदम — [23, 1973, 401, 1990]
indusind-table — [618, 1856, 923, 2088]
bullet-col2: बिडिंग के दौरान एनएचएसआरसीएल ने कंपनियों के लिए जारी शर्तों में अचानक से नया संशोधन जोड़ दिया। पहले की शर्तों के मुताबिक बोली में शामिल होने वाली कंपनी ने पिछले तीन साल में न तो कोई डेब्ट रीस्ट्रक्चरिंग (ऋण पुनर्गठन) की हो और न किसी तरह के लोन का आवेदन किया हो। यहि कंपनी ने तीन वर्ष के अंतराल में कोई कर्ज लिया है तो उसे एक ट्रस्ट एंड रिटेंशन अकाउंट खोलना होगा और सब कॉन्ट्रैक्टर, एडवाइजर, सेलर और सप्लायर को लिस्ट देनी होगी। बैंक कॉन्ट्रैक्टर के कहने पर लिस्ट में शामिल लोगों को पेमेंट करेगा, लेकिन जिस प्रोजेक्ट के लिए लोन लिया गया है, उसके अलावा किसी और उद्देश्य के लिए पेमेंट करने की अनुमति नहीं होगी। सी2 पैकेज टेंडर प्रक्रिया पूरी हो चुकी है। — [427, 1420, 605, 1639]
mph-cell: 54.58 — [1195, 1686, 1301, 1703]
mph-cell: 909.594 — [1087, 1686, 1195, 1703]
indusind-cell: IBG00201G/MP39G4285 TATA ACE GOLD DIESEL BS VI 2022 — [694, 1991, 874, 2027]
mph-cell: आवासीय भूखण्ड — [961, 1804, 1031, 1821]
army-col1: भारतीय सेना के जवान जल्द ही जेटपैक सूट पहनकर उड़ते नजर आएंगे। जेटपैक सूट पहनकर जवान जेट विमान जैसे हवा में उड़ते लगेंगे। इसके कई तरह के फायदे हो सकते हैं। इंडियन आर्मी ने कहा है कि वो फास्ट ट्रैक प्रोक्योरमेंट के तहत 48 जेटपैक सूट खरीदना चाहती है। शर्त ये है कि जेटपैक का वजन 40 किलोग्राम से कम होना चाहिए, लेकिन यह अपने वजन से दोगुना यानी 80 किलोग्राम वजन के इंसान को लेकर उड़ सके। यह कम से कम आठ मिनट तो उड़ान भर ही सके। साथ ही जेटपैक बनाने वाली कंपनी को यह ख्याल रखना होगा कि यह 60 फीसदी स्वदेशी हो। कहा जाता है कि बाजार में इस सूट की कीमत 3 से 4 करोड़ है। यह सूट गैस या टरल ईंधन से चलता है। इसमें बैसिकली टरबाइन इंजन लगा होता है। जो हाथों में ही कंट्रोल होता है। इसे पहनकर जवान 10 से 15 — [244, 792, 459, 1024]
mph-whatsapp: ऑनलाइन भुगतान में असुविधा होने पर WhatsApp Help Desk Number 7974264023 — [941, 2026, 1069, 2090]
mph-helpdesk: MP ONLINE HELP DESK 0755-6720200 — [941, 1578, 1058, 1621]
mph-cell: 141.54 — [1195, 1720, 1301, 1737]
wedding-photo-1 — [206, 2006, 398, 2186]
congress-headline: कांग्रेस के पोस्टर में नजर आए सावरकर — [769, 791, 920, 835]
mph-cell: 132 — [1031, 1838, 1088, 1855]
mph-contact-label: सम्पर्क — [941, 1996, 980, 2016]
indusind-cell: 6. — [619, 2027, 635, 2062]
brief-item2-text: इस्लामाबाद। पाकिस्तान के वित्त मंत्री इशहाक डार ने कहा कि इस्लाम के नाम पर बनाए गए इस देश की समृद्धि एवं विकास के लिए अल्लाह ही जिम्मेदार हैं। डार ने ग्रीन लाइन ट्रेन सेवा के उद्घाटन समारोह में कहा कि उन्हें पाकिस्तान की तरक्की को लेकर पूरा भरोसा है। मेरे यकीन का कारण यह है कि पाकिस्तान इस्लाम के नाम पर बना था। अगर अल्लाह पाकिस्तान बना सकते हैं तो यह इसकी तरक्की और विकास के साथ इसे अमीर भी बना सकते हैं। — [23, 856, 227, 1026]
mph-cell: 58.22 — [1301, 1771, 1395, 1788]
typist-phone: मो. 9893576236 — [985, 1031, 1070, 1042]
